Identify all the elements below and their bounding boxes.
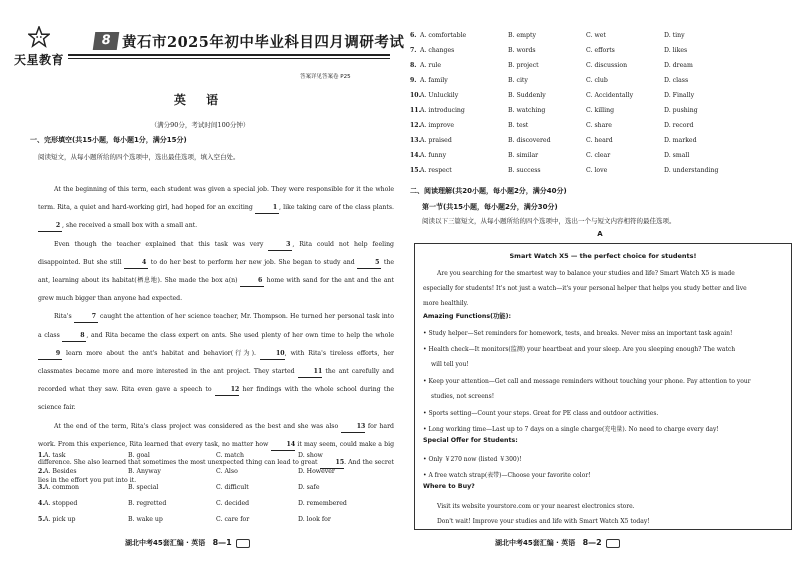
passage-letter: A — [597, 230, 603, 238]
option-b: B. city — [508, 77, 528, 84]
footer-left — [125, 538, 250, 548]
option-d: D. dream — [664, 62, 693, 69]
option-a: A. praised — [420, 137, 452, 144]
blank-8: 8 — [62, 331, 86, 342]
option-b: B. words — [508, 47, 536, 54]
option-d: D. remembered — [298, 500, 347, 507]
blank-2: 2 — [38, 221, 62, 232]
brand-name: 天星教育 — [14, 53, 65, 67]
question-number: 5. — [38, 516, 45, 523]
option-b: B. Anyway — [128, 468, 161, 475]
brand-logo — [14, 26, 64, 68]
option-row — [410, 137, 790, 151]
blank-5: 5 — [357, 258, 381, 269]
option-c: C. match — [216, 452, 244, 459]
blank-15: 15 — [320, 458, 345, 469]
question-number: 10. — [410, 92, 421, 99]
footer-label: 湖北中考45套汇编 · 英语 — [495, 539, 576, 547]
option-d: D. However — [298, 468, 335, 475]
option-c: C. wet — [586, 32, 606, 39]
option-d: D. Finally — [664, 92, 695, 99]
cloze-paragraph: At the end of the term, Rita's class project was considered as the best and she was also 13 for hard work. From this experience, Rita learned that every task, no matter how 14 it may seem, could make a big difference. She also learned that sometimes the most unexpected thing can lead to great 15. And the secret lies in the effort you put into it. — [38, 422, 395, 485]
question-number: 1. — [38, 452, 45, 459]
option-row — [410, 47, 790, 61]
option-d: D. tiny — [664, 32, 685, 39]
function-item: • Study helper—Set reminders for homework, tests, and breaks. Never miss an important task again! — [423, 330, 733, 337]
option-a: A. introducing — [420, 107, 465, 114]
cloze-paragraph: Rita's 7 caught the attention of her science teacher, Mr. Thompson. He turned her personal task into a class 8 , and Rita became the class expert on ants. She used plenty of her own time to help the whole 9 learn more about the ant's habitat and behavior(行为). 10, with Rita's tireless efforts, her classmates became more and more interested in the ant project. They started 11 the ant carefully and recorded what they saw. Rita even gave a speech to 12 her findings with the whole school during the science fair. — [38, 313, 395, 412]
option-c: C. efforts — [586, 47, 615, 54]
option-c: C. care for — [216, 516, 250, 523]
header-rule — [68, 54, 390, 56]
answer-reference: 答案详见答案卷 P25 — [300, 74, 351, 80]
question-number: 7. — [410, 47, 417, 54]
part1-instruction: 阅读短文，从每小题所给的四个选项中，选出最佳选项，填入空白处。 — [38, 153, 240, 161]
blank-7: 7 — [74, 312, 98, 323]
offer-item: • A free watch strap(表带)—Choose your favorite color! — [423, 472, 591, 479]
part2-heading: 二、阅读理解(共20小题，每小题2分，满分40分) — [410, 187, 567, 195]
buy-line: Don't wait! Improve your studies and life with Smart Watch X5 today! — [437, 518, 650, 525]
ad-intro: Are you searching for the smartest way to balance your studies and life? Smart Watch X5 is made — [437, 270, 735, 277]
option-a: A. task — [44, 452, 66, 459]
option-c: C. clear — [586, 152, 611, 159]
header-rule-thin — [68, 58, 390, 59]
option-row — [410, 122, 790, 136]
option-a: A. rule — [420, 62, 441, 69]
option-row — [410, 107, 790, 121]
blank-14: 14 — [271, 440, 296, 451]
option-b: B. regretted — [128, 500, 167, 507]
qr-icon — [236, 539, 250, 548]
options-list-left — [38, 452, 388, 532]
option-b: B. discovered — [508, 137, 551, 144]
blank-4: 4 — [124, 258, 148, 269]
cloze-passage — [38, 181, 394, 490]
option-a: A. comfortable — [420, 32, 467, 39]
option-c: C. decided — [216, 500, 250, 507]
buy-heading: Where to Buy? — [423, 483, 475, 490]
option-d: D. class — [664, 77, 689, 84]
option-c: C. share — [586, 122, 612, 129]
offer-heading: Special Offer for Students: — [423, 437, 518, 444]
option-row — [410, 62, 790, 76]
option-d: D. small — [664, 152, 690, 159]
subject-title: 英 语 — [173, 93, 227, 107]
option-c: C. killing — [586, 107, 615, 114]
option-c: C. club — [586, 77, 608, 84]
question-number: 15. — [410, 167, 421, 174]
option-a: A. improve — [420, 122, 455, 129]
option-b: B. empty — [508, 32, 536, 39]
option-row — [38, 500, 388, 514]
function-item: studies, not screens! — [431, 393, 495, 400]
set-number-badge: 8 — [93, 32, 120, 50]
option-row — [410, 167, 790, 181]
option-b: B. success — [508, 167, 541, 174]
question-number: 11. — [410, 107, 421, 114]
option-c: C. love — [586, 167, 608, 174]
blank-13: 13 — [341, 422, 366, 433]
option-a: A. common — [44, 484, 80, 491]
option-d: D. record — [664, 122, 694, 129]
cloze-paragraph: At the beginning of this term, each student was given a special job. They were responsible for it the whole term. Rita, a quiet and hard-working girl, had hoped for an exciting 1 , like taking care of the class plants. 2 , she received a small box with a small ant. — [38, 181, 394, 236]
option-d: D. look for — [298, 516, 331, 523]
function-item: • Long working time—Last up to 7 days on a single charge(充电量). No need to charge every day! — [423, 426, 719, 433]
option-row — [410, 77, 790, 91]
option-d: D. likes — [664, 47, 688, 54]
footer-label: 湖北中考45套汇编 · 英语 — [125, 539, 206, 547]
functions-heading: Amazing Functions(功能): — [423, 313, 511, 320]
ad-title: Smart Watch X5 — the perfect choice for students! — [509, 252, 697, 260]
option-a: A. Besides — [44, 468, 77, 475]
ad-intro: more healthily. — [423, 300, 469, 307]
option-row — [410, 32, 790, 46]
question-number: 4. — [38, 500, 45, 507]
option-b: B. wake up — [128, 516, 163, 523]
option-d: D. marked — [664, 137, 697, 144]
part2-instruction: 阅读以下三篇短文，从每小题所给的四个选项中，选出一个与短文内容相符的最佳选项。 — [422, 217, 676, 225]
option-b: B. goal — [128, 452, 150, 459]
blank-11: 11 — [298, 367, 323, 378]
option-a: A. stopped — [44, 500, 78, 507]
question-number: 14. — [410, 152, 421, 159]
option-d: D. pushing — [664, 107, 698, 114]
page-number: 8—2 — [582, 538, 602, 547]
option-row — [38, 452, 388, 466]
question-number: 6. — [410, 32, 417, 39]
blank-3: 3 — [268, 240, 292, 251]
blank-6: 6 — [240, 276, 264, 287]
option-a: A. pick up — [44, 516, 76, 523]
option-b: B. special — [128, 484, 159, 491]
option-d: D. safe — [298, 484, 320, 491]
option-row — [410, 92, 790, 106]
option-c: C. Accidentally — [586, 92, 634, 99]
option-d: D. understanding — [664, 167, 719, 174]
option-a: A. funny — [420, 152, 447, 159]
function-item: • Health check—It monitors(监测) your heartbeat and your sleep. Are you sleeping enough? The watch — [423, 346, 736, 353]
buy-line: Visit its website yourstore.com or your nearest electronics store. — [437, 503, 635, 510]
part2-subheading: 第一节(共15小题，每小题2分，满分30分) — [422, 203, 558, 211]
page-number: 8—1 — [212, 538, 232, 547]
option-d: D. show — [298, 452, 323, 459]
question-number: 2. — [38, 468, 45, 475]
part1-heading: 一、完形填空(共15小题，每小题1分，满分15分) — [30, 136, 187, 144]
function-item: • Sports setting—Count your steps. Great for PE class and outdoor activities. — [423, 410, 659, 417]
question-number: 9. — [410, 77, 417, 84]
cloze-paragraph: Even though the teacher explained that this task was very 3 , Rita could not help feeling disappointed. But she still 4 to do her best to perform her new job. She began to study and 5 the ant, learning about its habitat(栖息地). She made the box a(n) 6 home with sand for the ant and the ant grew much bigger than anyone had expected. — [38, 240, 395, 303]
blank-9: 9 — [38, 349, 62, 360]
blank-1: 1 — [255, 203, 279, 214]
option-b: B. similar — [508, 152, 539, 159]
options-list-right — [410, 32, 790, 172]
advertisement-box — [414, 243, 792, 530]
option-b: B. project — [508, 62, 539, 69]
question-number: 8. — [410, 62, 417, 69]
option-a: A. family — [420, 77, 448, 84]
ad-intro: especially for students! It's not just a watch—it's your personal helper that helps you study better and live — [423, 285, 747, 292]
option-a: A. Unluckily — [420, 92, 459, 99]
option-b: B. test — [508, 122, 529, 129]
question-number: 13. — [410, 137, 421, 144]
question-number: 12. — [410, 122, 421, 129]
option-c: C. difficult — [216, 484, 249, 491]
option-b: B. watching — [508, 107, 546, 114]
qr-icon — [606, 539, 620, 548]
function-item: will tell you! — [431, 361, 469, 368]
star-icon — [28, 26, 50, 48]
option-b: B. Suddenly — [508, 92, 546, 99]
blank-10: 10 — [260, 349, 285, 360]
option-row — [38, 516, 388, 530]
exam-title: 黄石市2025年初中毕业科目四月调研考试 — [122, 34, 405, 51]
footer-right — [495, 538, 620, 548]
option-c: C. Also — [216, 468, 238, 475]
blank-12: 12 — [215, 385, 240, 396]
option-a: A. respect — [420, 167, 452, 174]
option-c: C. heard — [586, 137, 613, 144]
option-row — [38, 468, 388, 482]
offer-item: • Only ￥270 now (listed ￥300)! — [423, 456, 522, 463]
function-item: • Keep your attention—Get call and message reminders without touching your phone. Pay attention to your — [423, 378, 751, 385]
question-number: 3. — [38, 484, 45, 491]
option-row — [410, 152, 790, 166]
exam-meta: （满分90分，考试时间100分钟） — [150, 121, 250, 129]
option-a: A. changes — [420, 47, 455, 54]
option-c: C. discussion — [586, 62, 628, 69]
option-row — [38, 484, 388, 498]
